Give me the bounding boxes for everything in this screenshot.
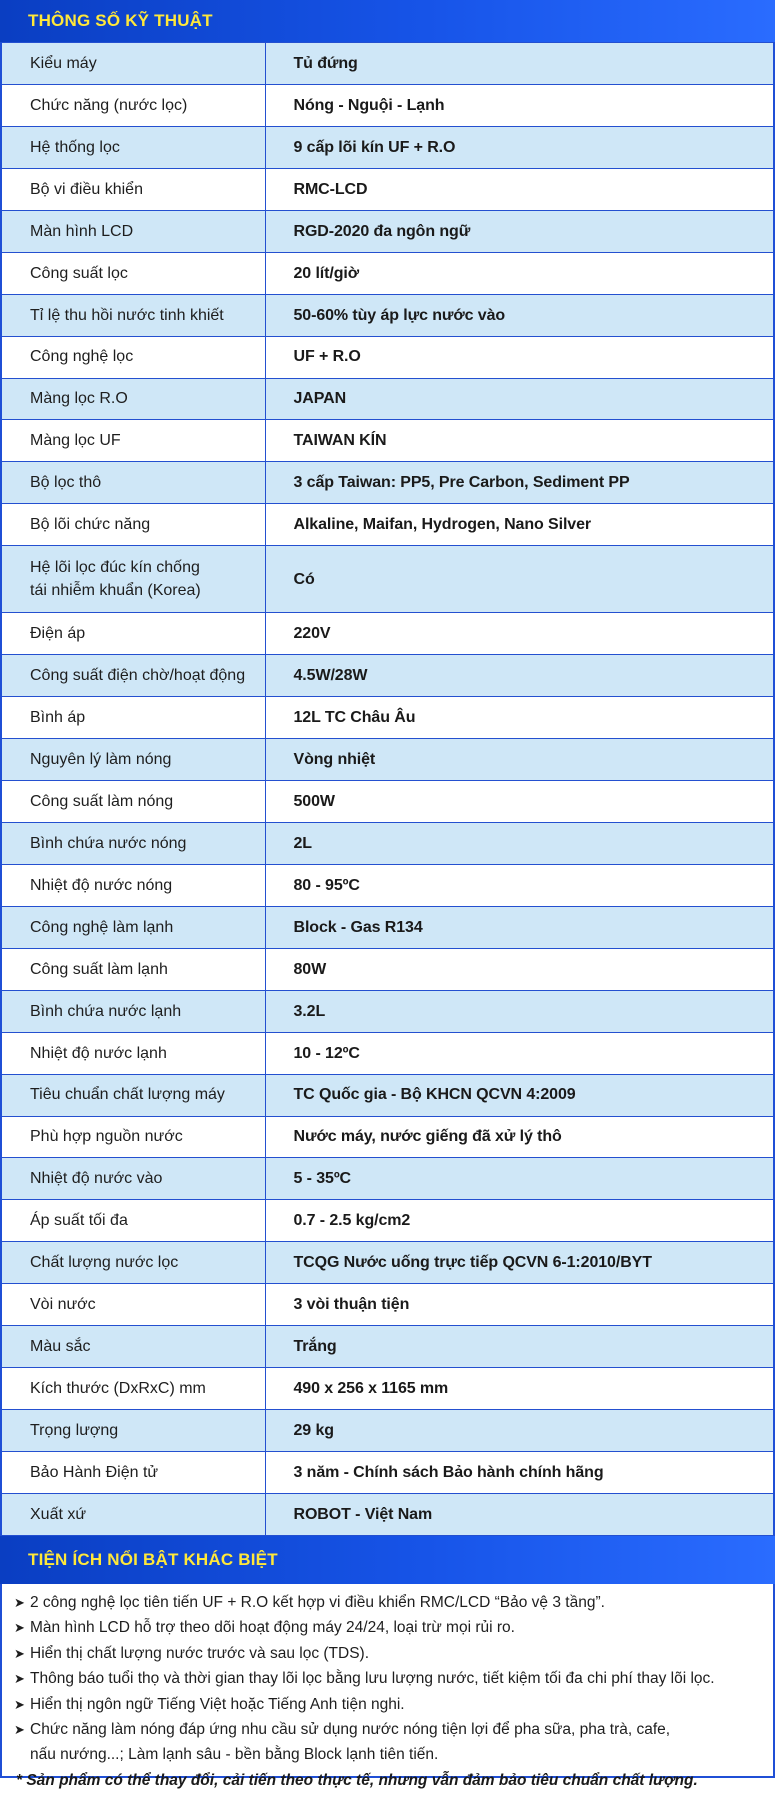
spec-label	[1, 1200, 265, 1242]
spec-value: Có	[265, 546, 774, 613]
spec-table	[0, 42, 775, 1536]
spec-label-text: tái nhiễm khuẩn (Korea)	[30, 582, 201, 600]
spec-label	[1, 781, 265, 823]
spec-label	[1, 462, 265, 504]
spec-value: RGD-2020 đa ngôn ngữ	[265, 210, 774, 252]
table-row	[1, 168, 774, 210]
spec-label-text: Nhiệt độ nước lạnh	[30, 1044, 167, 1062]
spec-label-text: Bình áp	[30, 709, 86, 726]
spec-label-text: Chất lượng nước lọc	[30, 1254, 179, 1272]
spec-label-text: Màng lọc UF	[30, 432, 121, 450]
spec-value: Alkaline, Maifan, Hydrogen, Nano Silver	[265, 504, 774, 546]
spec-label-text: Màng lọc R.O	[30, 390, 128, 408]
spec-value: Nóng - Nguội - Lạnh	[265, 84, 774, 126]
spec-value: 3 năm - Chính sách Bảo hành chính hãng	[265, 1452, 774, 1494]
spec-label-text: Bình chứa nước nóng	[30, 834, 187, 852]
spec-label	[1, 906, 265, 948]
spec-label-text: Phù hợp nguồn nước	[30, 1128, 183, 1146]
spec-value: 80W	[265, 948, 774, 990]
table-row	[1, 1032, 774, 1074]
table-row	[1, 84, 774, 126]
spec-value: Trắng	[265, 1326, 774, 1368]
table-row	[1, 948, 774, 990]
spec-label-text: Công suất điện chờ/hoạt động	[30, 667, 246, 685]
spec-label-text: Công suất làm lạnh	[30, 960, 168, 978]
table-row	[1, 43, 774, 85]
table-row	[1, 1326, 774, 1368]
spec-value: 2L	[265, 822, 774, 864]
spec-value: Vòng nhiệt	[265, 739, 774, 781]
table-row	[1, 1116, 774, 1158]
table-row	[1, 1410, 774, 1452]
feature-item: ➤ Chức năng làm nóng đáp ứng nhu cầu sử dụng nước nóng tiện lợi để pha sữa, pha trà, cafe,	[14, 1717, 763, 1742]
table-row	[1, 1452, 774, 1494]
spec-label	[1, 655, 265, 697]
spec-value: 12L TC Châu Âu	[265, 697, 774, 739]
spec-label	[1, 1493, 265, 1535]
table-row	[1, 613, 774, 655]
spec-label-text: Bộ lõi chức năng	[30, 516, 151, 534]
disclaimer-note: * Sản phẩm có thể thay đổi, cải tiến theo thực tế, nhưng vẫn đảm bảo tiêu chuẩn chất lượng.	[16, 1771, 698, 1789]
table-row	[1, 252, 774, 294]
spec-value: 80 - 95ºC	[265, 864, 774, 906]
table-row	[1, 739, 774, 781]
spec-label	[1, 822, 265, 864]
table-row	[1, 126, 774, 168]
spec-label-text: Kích thước (DxRxC) mm	[30, 1380, 206, 1397]
spec-label	[1, 294, 265, 336]
table-row	[1, 1284, 774, 1326]
spec-value: 4.5W/28W	[265, 655, 774, 697]
spec-value: 500W	[265, 781, 774, 823]
table-row	[1, 420, 774, 462]
table-row	[1, 864, 774, 906]
chevron-right-icon: ➤	[14, 1594, 25, 1610]
spec-value: 10 - 12ºC	[265, 1032, 774, 1074]
feature-item: ➤ Hiển thị chất lượng nước trước và sau lọc (TDS).	[14, 1641, 763, 1666]
specs-title: THÔNG SỐ KỸ THUẬT	[0, 0, 775, 42]
spec-label-text: Hệ thống lọc	[30, 138, 120, 156]
table-row	[1, 990, 774, 1032]
features-list	[0, 1584, 775, 1789]
spec-label-text: Hệ lõi lọc đúc kín chống	[30, 559, 200, 577]
chevron-right-icon: ➤	[14, 1721, 25, 1737]
spec-label	[1, 1326, 265, 1368]
spec-label	[1, 84, 265, 126]
spec-label	[1, 1158, 265, 1200]
spec-value: TAIWAN KÍN	[265, 420, 774, 462]
spec-value: 220V	[265, 613, 774, 655]
spec-value: 3 cấp Taiwan: PP5, Pre Carbon, Sediment PP	[265, 462, 774, 504]
spec-value: Nước máy, nước giếng đã xử lý thô	[265, 1116, 774, 1158]
spec-label-text: Bộ lọc thô	[30, 474, 102, 492]
spec-label	[1, 1074, 265, 1116]
spec-label	[1, 739, 265, 781]
table-row	[1, 697, 774, 739]
spec-label-text: Công suất lọc	[30, 264, 128, 282]
table-row	[1, 210, 774, 252]
spec-label	[1, 990, 265, 1032]
spec-label	[1, 864, 265, 906]
spec-value: Tủ đứng	[265, 43, 774, 85]
spec-label-text: Nhiệt độ nước nóng	[30, 876, 173, 894]
table-row	[1, 462, 774, 504]
spec-value: UF + R.O	[265, 336, 774, 378]
chevron-right-icon: ➤	[14, 1696, 25, 1712]
spec-label	[1, 210, 265, 252]
spec-value: 50-60% tùy áp lực nước vào	[265, 294, 774, 336]
spec-label-text: Màu sắc	[30, 1338, 91, 1356]
spec-value: Block - Gas R134	[265, 906, 774, 948]
spec-label-text: Tiêu chuẩn chất lượng máy	[30, 1086, 225, 1104]
spec-value: 20 lít/giờ	[265, 252, 774, 294]
feature-item: ➤ Thông báo tuổi thọ và thời gian thay lõi lọc bằng lưu lượng nước, tiết kiệm tối đa chi phí thay lõi lọc.	[14, 1666, 763, 1691]
table-row	[1, 822, 774, 864]
spec-value: JAPAN	[265, 378, 774, 420]
spec-label-text: Xuất xứ	[30, 1505, 87, 1523]
spec-label	[1, 1452, 265, 1494]
spec-label	[1, 613, 265, 655]
spec-value: RMC-LCD	[265, 168, 774, 210]
spec-label	[1, 126, 265, 168]
table-row	[1, 1493, 774, 1535]
table-row	[1, 1158, 774, 1200]
spec-label-text: Tỉ lệ thu hồi nước tinh khiết	[30, 306, 224, 324]
spec-label-text: Áp suất tối đa	[30, 1212, 128, 1230]
spec-label-text: Nguyên lý làm nóng	[30, 750, 172, 768]
table-row	[1, 546, 774, 613]
spec-label-text: Trọng lượng	[30, 1421, 119, 1439]
spec-label-text: Kiểu máy	[30, 54, 97, 72]
spec-label	[1, 43, 265, 85]
spec-label	[1, 1032, 265, 1074]
table-row	[1, 1242, 774, 1284]
spec-label	[1, 252, 265, 294]
spec-value: TC Quốc gia - Bộ KHCN QCVN 4:2009	[265, 1074, 774, 1116]
table-row	[1, 1368, 774, 1410]
table-row	[1, 906, 774, 948]
spec-value: TCQG Nước uống trực tiếp QCVN 6-1:2010/BYT	[265, 1242, 774, 1284]
features-title: TIỆN ÍCH NỔI BẬT KHÁC BIỆT	[0, 1536, 775, 1584]
feature-item-continuation: nấu nướng...; Làm lạnh sâu - bền bằng Block lạnh tiên tiến.	[30, 1746, 439, 1764]
spec-label-text: Nhiệt độ nước vào	[30, 1170, 163, 1188]
spec-label-text: Công suất làm nóng	[30, 792, 174, 810]
spec-label-text: Bảo Hành Điện tử	[30, 1463, 159, 1481]
feature-item: ➤ Màn hình LCD hỗ trợ theo dõi hoạt động máy 24/24, loại trừ mọi rủi ro.	[14, 1615, 763, 1640]
chevron-right-icon: ➤	[14, 1620, 25, 1636]
spec-label-text: Điện áp	[30, 625, 86, 643]
spec-label-text: Bộ vi điều khiển	[30, 180, 143, 198]
feature-item: ➤ Hiển thị ngôn ngữ Tiếng Việt hoặc Tiếng Anh tiện nghi.	[14, 1692, 763, 1717]
chevron-right-icon: ➤	[14, 1671, 25, 1687]
table-row	[1, 1074, 774, 1116]
spec-label-text: Chức năng (nước lọc)	[30, 96, 188, 114]
spec-label	[1, 420, 265, 462]
spec-label	[1, 168, 265, 210]
spec-value: 490 x 256 x 1165 mm	[265, 1368, 774, 1410]
table-row	[1, 504, 774, 546]
spec-value: 29 kg	[265, 1410, 774, 1452]
table-row	[1, 336, 774, 378]
feature-item: ➤ 2 công nghệ lọc tiên tiến UF + R.O kết hợp vi điều khiển RMC/LCD “Bảo vệ 3 tầng”.	[14, 1590, 763, 1615]
table-row	[1, 378, 774, 420]
spec-label-text: Bình chứa nước lạnh	[30, 1002, 182, 1020]
chevron-right-icon: ➤	[14, 1645, 25, 1661]
spec-label-text: Công nghệ lọc	[30, 348, 134, 366]
table-row	[1, 294, 774, 336]
table-row	[1, 1200, 774, 1242]
spec-label	[1, 1410, 265, 1452]
spec-label	[1, 1116, 265, 1158]
spec-label	[1, 948, 265, 990]
table-row	[1, 655, 774, 697]
spec-value: 5 - 35ºC	[265, 1158, 774, 1200]
spec-label-text: Vòi nước	[30, 1296, 96, 1314]
table-row	[1, 781, 774, 823]
spec-label-text: Màn hình LCD	[30, 222, 134, 240]
spec-value: ROBOT - Việt Nam	[265, 1493, 774, 1535]
spec-label	[1, 1242, 265, 1284]
spec-label	[1, 697, 265, 739]
spec-value: 9 cấp lõi kín UF + R.O	[265, 126, 774, 168]
spec-value: 3 vòi thuận tiện	[265, 1284, 774, 1326]
spec-value: 0.7 - 2.5 kg/cm2	[265, 1200, 774, 1242]
spec-label	[1, 1368, 265, 1410]
spec-label	[1, 1284, 265, 1326]
spec-label	[1, 378, 265, 420]
spec-value: 3.2L	[265, 990, 774, 1032]
spec-label	[1, 336, 265, 378]
spec-label	[1, 504, 265, 546]
spec-label	[1, 546, 265, 613]
spec-label-text: Công nghệ làm lạnh	[30, 918, 174, 936]
